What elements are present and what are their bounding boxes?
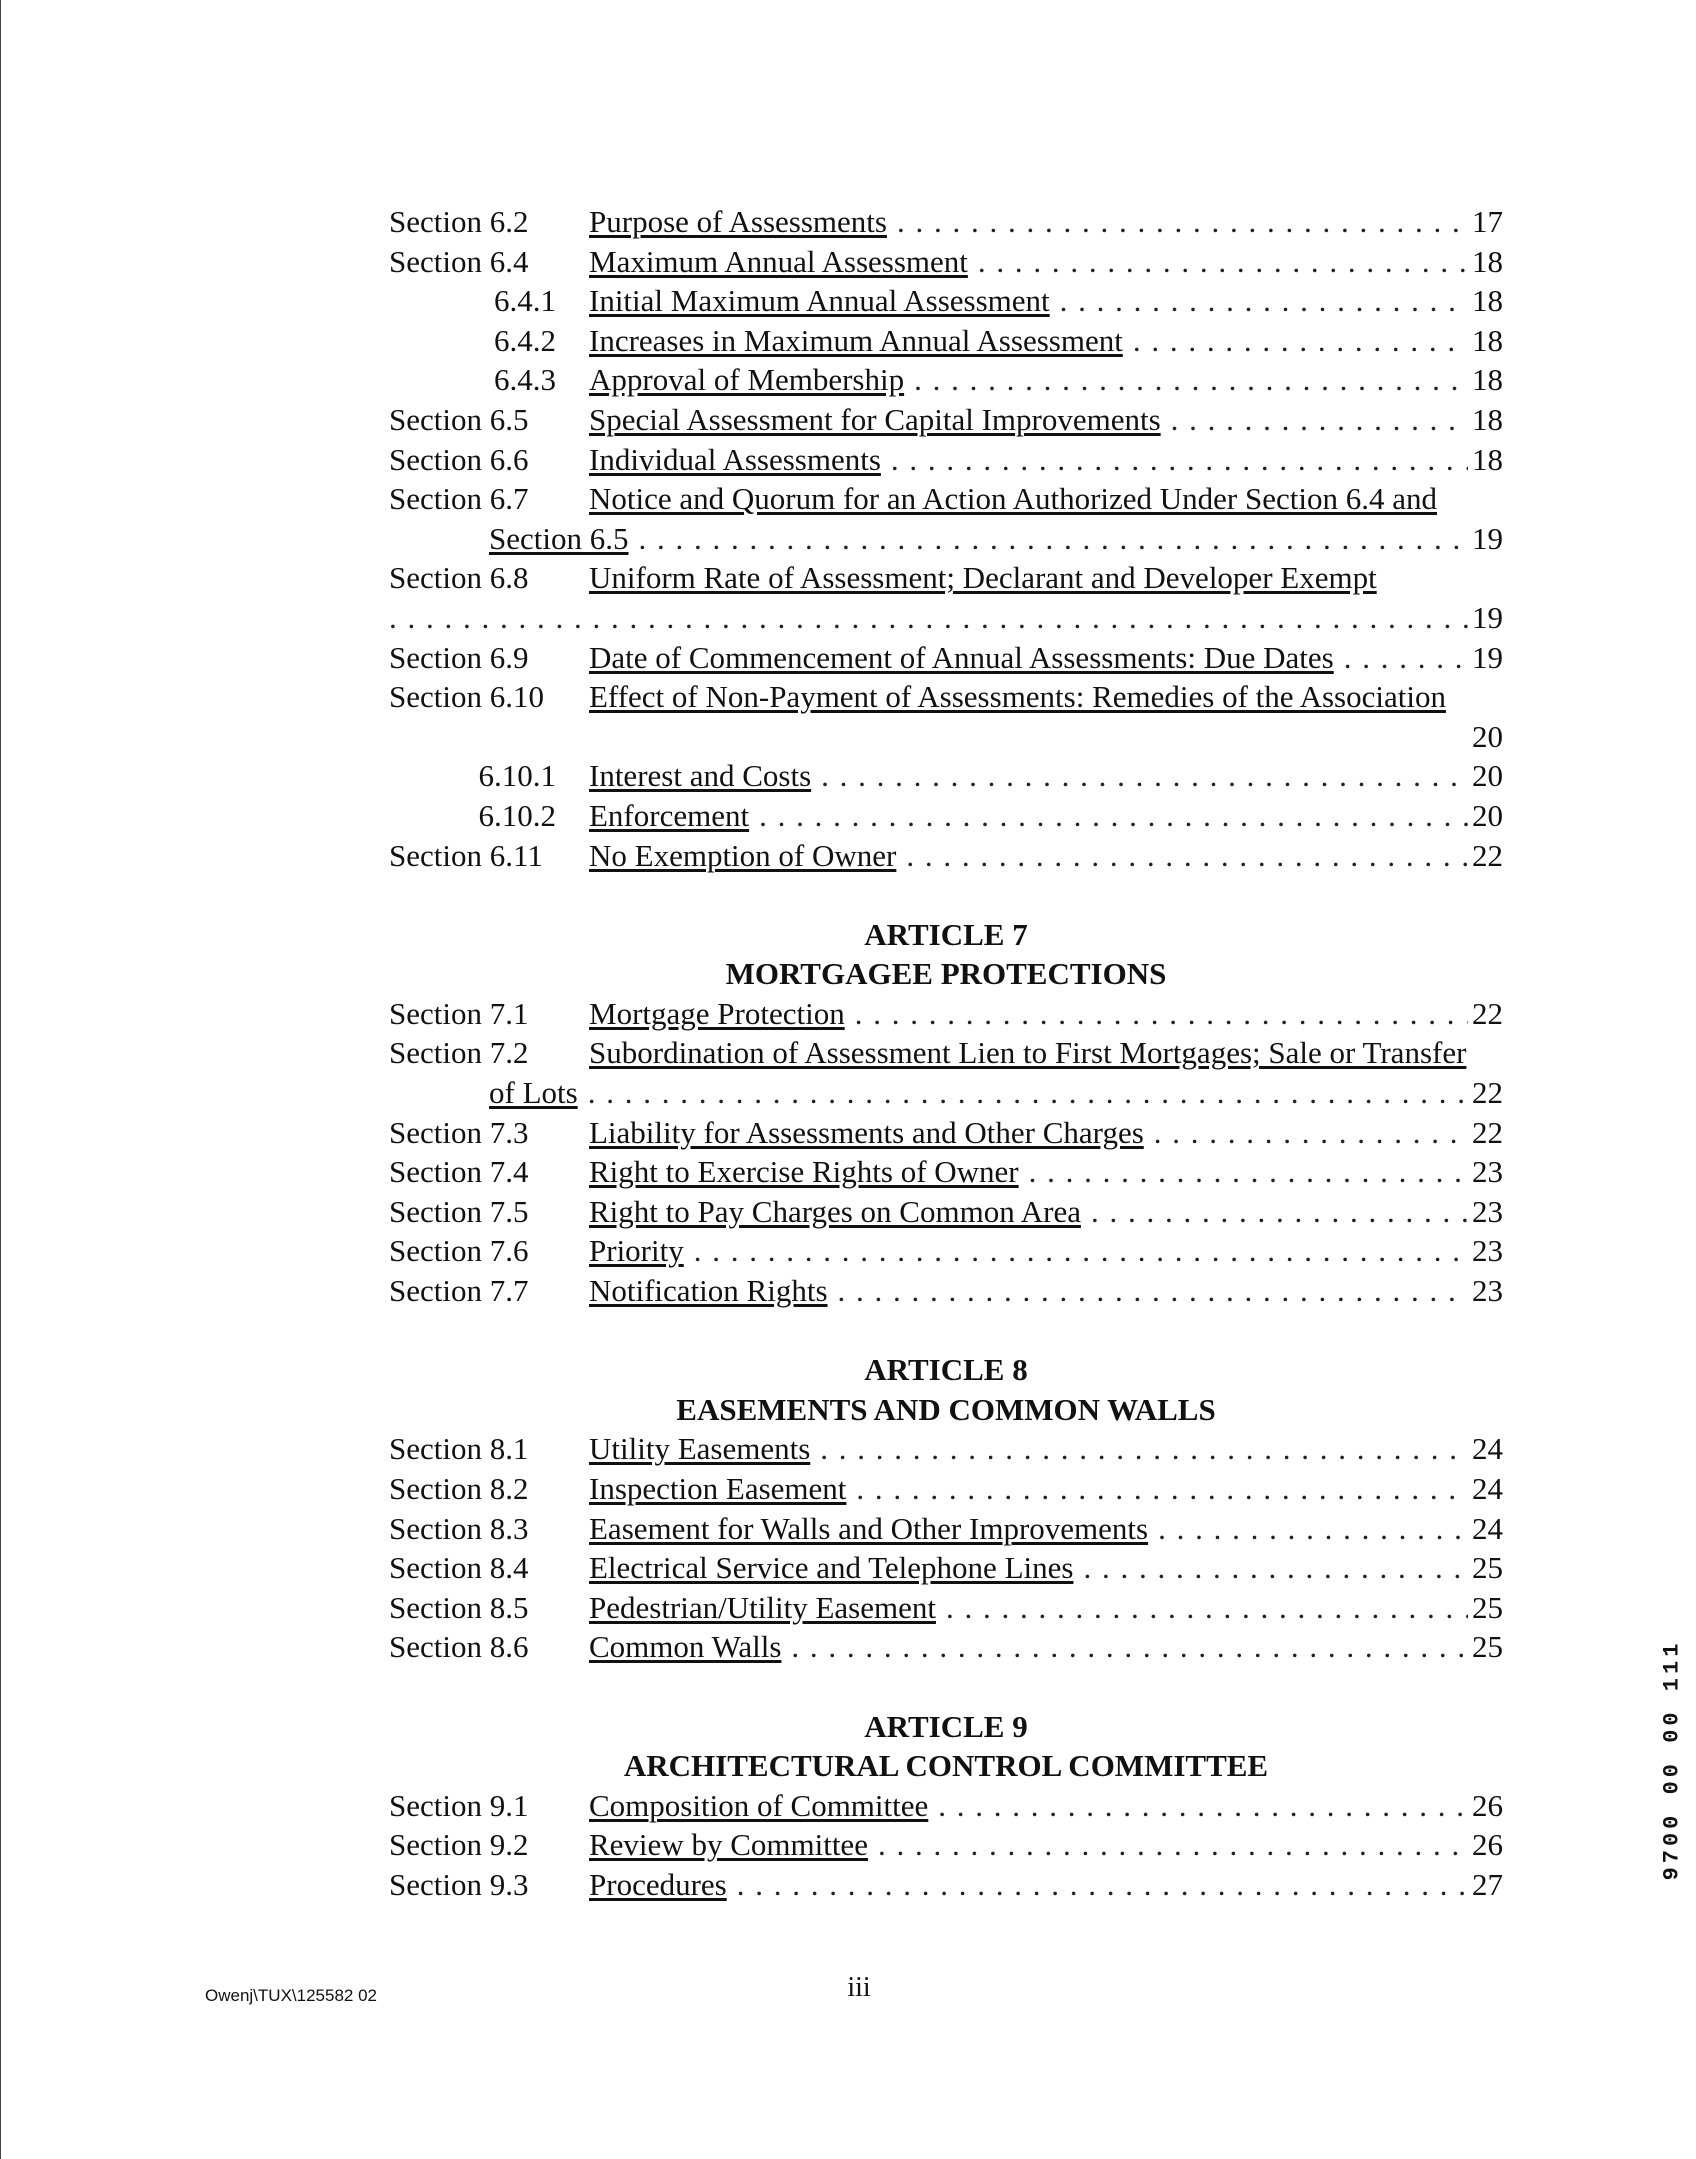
toc-entry-7-2-continued: [389, 1073, 1503, 1113]
dot-leader: [1158, 1509, 1468, 1549]
toc-entry[interactable]: [389, 1627, 1503, 1667]
section-title[interactable]: Liability for Assessments and Other Charges: [589, 1114, 1144, 1150]
toc-entry-6-10[interactable]: [389, 677, 1503, 717]
section-title[interactable]: Right to Exercise Rights of Owner: [589, 1154, 1019, 1190]
dot-leader: [694, 1231, 1468, 1271]
toc-entry[interactable]: [389, 1429, 1503, 1469]
page-number: 25: [1472, 1629, 1503, 1665]
toc-entry[interactable]: [389, 281, 1503, 321]
dot-leader: [737, 1865, 1468, 1905]
section-number: 6.4.1: [494, 283, 556, 319]
toc-entry-6-8[interactable]: [389, 558, 1503, 598]
toc-entry[interactable]: [389, 756, 1503, 796]
document-id: Owenj\TUX\125582 02: [205, 1986, 377, 2005]
dot-leader: [906, 836, 1468, 876]
section-number: Section 7.6: [389, 1233, 529, 1269]
page-number: 25: [1472, 1589, 1503, 1625]
toc-group-article-6-part-1: [389, 202, 1503, 479]
toc-entry-6-8-continued: [389, 598, 1503, 638]
page-number: 22: [1472, 837, 1503, 873]
section-title[interactable]: Initial Maximum Annual Assessment: [589, 283, 1050, 319]
toc-entry[interactable]: [389, 836, 1503, 876]
section-title[interactable]: Enforcement: [589, 797, 750, 833]
toc-group-article-8: [389, 1429, 1503, 1667]
section-number: Section 6.6: [389, 441, 529, 477]
section-title[interactable]: Interest and Costs: [589, 758, 812, 794]
section-number: Section 6.11: [389, 837, 543, 873]
toc-entry-6-7-continued: [389, 519, 1503, 559]
dot-leader: [389, 598, 1468, 638]
toc-entry[interactable]: [389, 1152, 1503, 1192]
section-number: Section 8.5: [389, 1589, 529, 1625]
section-title[interactable]: Utility Easements: [589, 1431, 811, 1467]
page-number: 19: [1472, 520, 1503, 556]
section-number: Section 8.4: [389, 1550, 529, 1586]
section-title[interactable]: Date of Commencement of Annual Assessments: Due Dates: [589, 639, 1334, 675]
section-title[interactable]: Subordination of Assessment Lien to First Mortgages; Sale or Transfer: [589, 1035, 1467, 1071]
dot-leader: [791, 1627, 1468, 1667]
toc-entry[interactable]: [389, 1509, 1503, 1549]
toc-entry[interactable]: [389, 321, 1503, 361]
page-number: 26: [1472, 1827, 1503, 1863]
article-7-name: MORTGAGEE PROTECTIONS: [725, 956, 1167, 992]
section-title[interactable]: Special Assessment for Capital Improvements: [589, 401, 1161, 437]
page-number: 18: [1472, 322, 1503, 358]
section-number: Section 7.2: [389, 1035, 529, 1071]
side-stamp: [1661, 1570, 1683, 1950]
toc-entry[interactable]: [389, 242, 1503, 282]
toc-entry[interactable]: [389, 440, 1503, 480]
toc-entry[interactable]: [389, 1865, 1503, 1905]
toc-entry[interactable]: [389, 1786, 1503, 1826]
toc-entry-6-7[interactable]: [389, 479, 1503, 519]
toc-entry[interactable]: [389, 1588, 1503, 1628]
section-title[interactable]: Effect of Non-Payment of Assessments: Remedies of the Association: [589, 679, 1446, 715]
section-number: Section 6.5: [389, 401, 529, 437]
section-title[interactable]: Approval of Membership: [589, 362, 905, 398]
toc-entry[interactable]: [389, 796, 1503, 836]
page-number: 18: [1472, 362, 1503, 398]
section-number: Section 7.3: [389, 1114, 529, 1150]
page-number: 22: [1472, 995, 1503, 1031]
dot-leader: [588, 1073, 1468, 1113]
toc-entry[interactable]: [389, 1271, 1503, 1311]
section-title[interactable]: Electrical Service and Telephone Lines: [589, 1550, 1074, 1586]
page-number: 23: [1472, 1233, 1503, 1269]
page-number: 18: [1472, 441, 1503, 477]
section-number: Section 9.1: [389, 1787, 529, 1823]
section-title[interactable]: Review by Committee: [589, 1827, 868, 1863]
page-number: 24: [1472, 1431, 1503, 1467]
section-number: 6.10.2: [478, 797, 556, 833]
section-number: Section 6.8: [389, 560, 529, 596]
dot-leader: [1029, 1152, 1468, 1192]
toc-entry-6-10-continued: [389, 717, 1503, 757]
dot-leader: [1171, 400, 1468, 440]
toc-entry[interactable]: [389, 1113, 1503, 1153]
dot-leader: [946, 1588, 1468, 1628]
toc-entry[interactable]: [389, 360, 1503, 400]
dot-leader: [897, 202, 1468, 242]
section-number: 6.4.3: [494, 362, 556, 398]
dot-leader: [1083, 1548, 1468, 1588]
dot-leader: [855, 994, 1468, 1034]
section-number: Section 6.7: [389, 481, 529, 517]
section-title[interactable]: Procedures: [589, 1866, 727, 1902]
section-number: Section 7.5: [389, 1193, 529, 1229]
article-8-name: EASEMENTS AND COMMON WALLS: [676, 1391, 1216, 1427]
section-number: Section 8.1: [389, 1431, 529, 1467]
section-title[interactable]: Composition of Committee: [589, 1787, 929, 1823]
section-title[interactable]: Maximum Annual Assessment: [589, 243, 968, 279]
section-number: Section 7.1: [389, 995, 529, 1031]
page-number: 22: [1472, 1075, 1503, 1111]
section-title[interactable]: Purpose of Assessments: [589, 204, 887, 239]
toc-entry-6-9[interactable]: [389, 638, 1503, 678]
page-number: 19: [1472, 639, 1503, 675]
article-9-name: ARCHITECTURAL CONTROL COMMITTEE: [623, 1748, 1269, 1784]
dot-leader: [1133, 321, 1468, 361]
dot-leader: [878, 1825, 1468, 1865]
page-number: 18: [1472, 283, 1503, 319]
dot-leader: [1344, 638, 1468, 678]
toc-entry[interactable]: [389, 1231, 1503, 1271]
toc-group-article-9: [389, 1786, 1503, 1905]
section-number: Section 8.2: [389, 1471, 529, 1506]
section-title[interactable]: Increases in Maximum Annual Assessment: [589, 322, 1123, 358]
page-number: 18: [1472, 401, 1503, 437]
page-number: 26: [1472, 1787, 1503, 1823]
section-title[interactable]: Pedestrian/Utility Easement: [589, 1589, 936, 1625]
table-of-contents: [389, 202, 1503, 1905]
section-title[interactable]: Mortgage Protection: [589, 995, 845, 1031]
dot-leader: [978, 242, 1468, 282]
page-number: 20: [1472, 758, 1503, 794]
toc-group-article-6-part-2: [389, 756, 1503, 875]
article-8-label: ARTICLE 8: [864, 1352, 1028, 1388]
toc-entry-7-1[interactable]: [389, 994, 1503, 1034]
dot-leader: [820, 1429, 1468, 1469]
dot-leader: [838, 1271, 1468, 1311]
page-number: 17: [1472, 204, 1503, 239]
toc-entry[interactable]: [389, 1192, 1503, 1232]
dot-leader: [891, 440, 1468, 480]
section-title[interactable]: Notification Rights: [589, 1273, 828, 1309]
page-number: 22: [1472, 1114, 1503, 1150]
section-number: Section 9.3: [389, 1866, 529, 1902]
dot-leader: [914, 360, 1468, 400]
page-number: 24: [1472, 1471, 1503, 1506]
section-number: Section 7.4: [389, 1154, 529, 1190]
toc-entry[interactable]: [389, 1548, 1503, 1588]
page-number: 25: [1472, 1550, 1503, 1586]
section-number: Section 6.9: [389, 639, 529, 675]
dot-leader: [639, 519, 1469, 559]
page-number: 20: [1472, 797, 1503, 833]
section-number: Section 6.4: [389, 243, 529, 279]
toc-group-article-7: [389, 1113, 1503, 1311]
page-number: 24: [1472, 1510, 1503, 1546]
section-title[interactable]: Easement for Walls and Other Improvements: [589, 1510, 1149, 1546]
toc-entry[interactable]: [389, 1825, 1503, 1865]
dot-leader: [821, 756, 1468, 796]
toc-entry-7-2[interactable]: [389, 1033, 1503, 1073]
page-number: 23: [1472, 1154, 1503, 1190]
section-title[interactable]: Priority: [589, 1233, 684, 1269]
dot-leader: [938, 1786, 1468, 1826]
section-number: 6.4.2: [494, 322, 556, 358]
section-number: Section 9.2: [389, 1827, 529, 1863]
toc-entry[interactable]: [389, 1469, 1503, 1509]
footer-page-number: iii: [847, 1972, 871, 2003]
section-title[interactable]: Inspection Easement: [589, 1471, 847, 1506]
section-title[interactable]: Individual Assessments: [589, 441, 881, 477]
dot-leader: [1154, 1113, 1468, 1153]
toc-entry[interactable]: [389, 202, 1503, 242]
dot-leader: [1091, 1192, 1468, 1232]
page-number: 23: [1472, 1193, 1503, 1229]
page-number: 20: [1472, 718, 1503, 754]
section-title-continued[interactable]: Section 6.5: [489, 520, 629, 556]
section-title[interactable]: Notice and Quorum for an Action Authorized Under Section 6.4 and: [589, 481, 1437, 517]
dot-leader: [856, 1469, 1468, 1509]
side-stamp-text: 9700 00 00 111: [1659, 1639, 1685, 1881]
page-number: 19: [1472, 599, 1503, 635]
section-number: Section 8.6: [389, 1629, 529, 1665]
article-9-label: ARTICLE 9: [864, 1708, 1028, 1744]
section-number: Section 6.2: [389, 204, 529, 239]
page-number: 23: [1472, 1273, 1503, 1309]
section-title[interactable]: Common Walls: [589, 1629, 782, 1665]
section-number: Section 7.7: [389, 1273, 529, 1309]
section-title-continued[interactable]: of Lots: [489, 1075, 578, 1111]
page-number: 27: [1472, 1866, 1503, 1902]
section-title[interactable]: No Exemption of Owner: [589, 837, 897, 873]
section-number: Section 6.10: [389, 679, 544, 715]
section-title[interactable]: Uniform Rate of Assessment; Declarant and Developer Exempt: [589, 560, 1377, 596]
dot-leader: [759, 796, 1468, 836]
section-title[interactable]: Right to Pay Charges on Common Area: [589, 1193, 1081, 1229]
section-number: Section 8.3: [389, 1510, 529, 1546]
dot-leader: [1060, 281, 1468, 321]
toc-entry[interactable]: [389, 400, 1503, 440]
section-number: 6.10.1: [478, 758, 556, 794]
page-number: 18: [1472, 243, 1503, 279]
article-7-label: ARTICLE 7: [864, 916, 1028, 952]
